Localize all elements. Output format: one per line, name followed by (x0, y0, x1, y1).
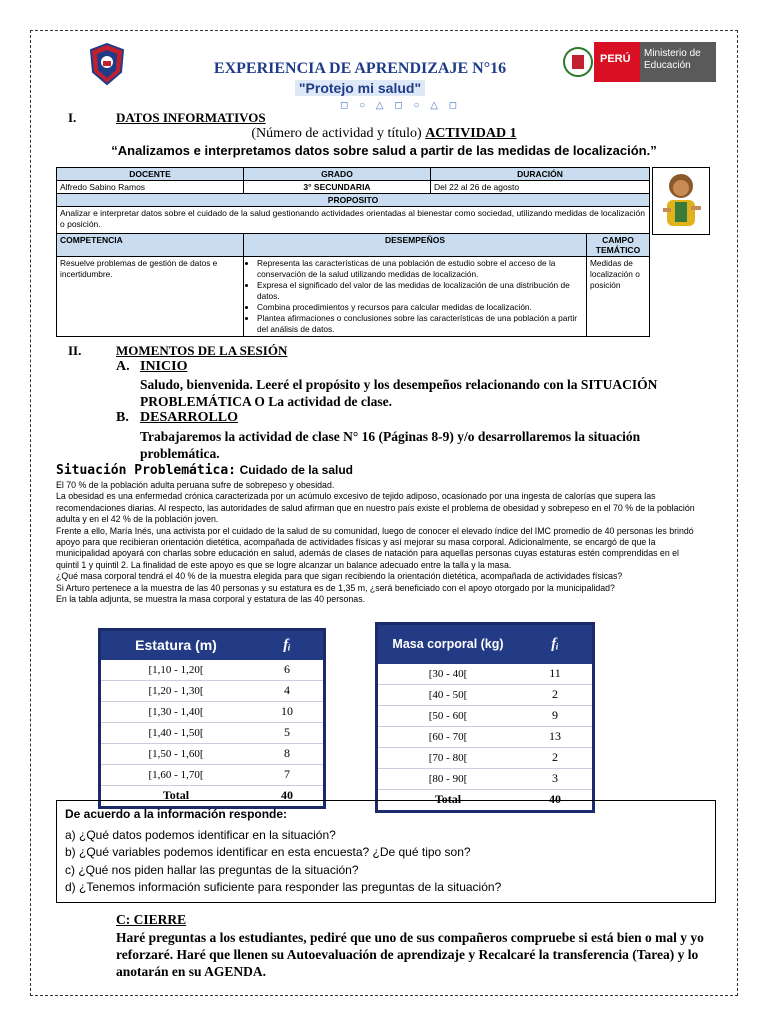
gov-country-label: PERÚ (600, 53, 631, 65)
situacion-line: En la tabla adjunta, se muestra la masa corporal y estatura de las 40 personas. (56, 594, 366, 605)
estatura-table (98, 628, 326, 809)
masa-freq: 2 (518, 747, 594, 768)
header-duracion: DURACIÓN (431, 168, 650, 181)
grado-value: 3° SECUNDARIA (244, 181, 431, 194)
desempeno-item: • Plantea afirmaciones o conclusiones sobre las características de una población a partir del análisis de datos. (257, 313, 583, 335)
masa-total: 40 (518, 789, 594, 811)
masa-freq-header: fᵢ (518, 624, 594, 664)
gov-ministry-label: Ministerio de Educación (644, 48, 701, 71)
header-proposito: PROPOSITO (57, 194, 650, 207)
situacion-line: ¿Qué masa corporal tendrá el 40 % de la muestra elegida para que sigan recibiendo la orientación dietética, acompañada de actividades físicas? (56, 571, 623, 582)
estatura-interval: [1,60 - 1,70[ (100, 764, 252, 785)
cierre-title: C: CIERRE (116, 912, 187, 927)
duracion-value: Del 22 al 26 de agosto (431, 181, 650, 194)
inicio-text: Saludo, bienvenida. Leeré el propósito y los desempeños relacionando con la SITUACIÓN PROBLEMÁTICA O La actividad de clase. (140, 377, 658, 409)
masa-freq: 2 (518, 684, 594, 705)
competencia-value: Resuelve problemas de gestión de datos e incertidumbre. (57, 257, 244, 337)
header-docente: DOCENTE (57, 168, 244, 181)
estatura-freq: 5 (251, 722, 325, 743)
desarrollo-text: Trabajaremos la actividad de clase N° 16 (Páginas 8-9) y/o desarrollaremos la situación problemática. (140, 429, 641, 461)
inicio-label: A. (116, 359, 130, 374)
masa-total-label: Total (377, 789, 519, 811)
desempeno-item: • Combina procedimientos y recursos para calcular medidas de localización. (257, 302, 583, 313)
header-grado: GRADO (244, 168, 431, 181)
desarrollo-title: DESARROLLO (140, 410, 239, 425)
questions-box (56, 800, 716, 903)
teacher-illustration (652, 167, 710, 235)
masa-interval: [60 - 70[ (377, 726, 519, 747)
section2-title: MOMENTOS DE LA SESIÓN (116, 343, 288, 358)
masa-interval: [50 - 60[ (377, 705, 519, 726)
situacion-heading (56, 462, 353, 478)
document-title: EXPERIENCIA DE APRENDIZAJE N°16 (213, 60, 507, 77)
situacion-line: Si Arturo pertenece a la muestra de las 40 personas y su estatura es de 1,35 m, ¿será beneficiado con el apoyo otorgado por la municipalidad? (56, 582, 615, 593)
section1-title: DATOS INFORMATIVOS (116, 110, 266, 125)
masa-interval: [40 - 50[ (377, 684, 519, 705)
questions-heading: De acuerdo a la información responde: (65, 807, 288, 821)
situacion-line: La obesidad es una enfermedad crónica caracterizada por un acúmulo excesivo de tejido adiposo, ocasionado por una ingesta de calorías que supera las recomendaciones diarias. Al respecto, las autoridades de salud afirman que en nuestro país existe el problema de obesidad y sobrepeso en el 70 % de la población adulta y en el 42 % de la población joven. (56, 491, 695, 525)
desarrollo-label: B. (116, 410, 129, 425)
docente-value: Alfredo Sabino Ramos (57, 181, 244, 194)
decorative-shapes: ◻ ○ △ ◻ ○ △ ◻ (340, 100, 462, 111)
masa-freq: 9 (518, 705, 594, 726)
activity-prefix: (Número de actividad y título) (251, 126, 422, 141)
estatura-freq: 4 (251, 680, 325, 701)
masa-freq: 3 (518, 768, 594, 789)
cierre-text: Haré preguntas a los estudiantes, pediré que uno de sus compañeros compruebe si está bien o mal y yo reforzaré. Haré que llenen su Autoevaluación de aprendizaje y Recalcaré la transferencia (Tarea) y lo anotarán en su AGENDA. (116, 930, 704, 979)
teacher-icon (653, 168, 709, 234)
estatura-total-label: Total (100, 785, 252, 807)
header-desempenos: DESEMPEÑOS (244, 234, 587, 257)
estatura-interval: [1,50 - 1,60[ (100, 743, 252, 764)
estatura-freq: 10 (251, 701, 325, 722)
situacion-title: Situación Problemática: (56, 463, 237, 478)
estatura-interval: [1,10 - 1,20[ (100, 660, 252, 681)
document-subtitle: "Protejo mi salud" (150, 80, 570, 96)
section2-number: II. (68, 343, 82, 358)
situacion-subtitle: Cuidado de la salud (239, 463, 353, 477)
desempenos-list (244, 257, 587, 337)
estatura-freq: 6 (251, 660, 325, 681)
inicio-title: INICIO (140, 359, 188, 374)
info-table (56, 167, 650, 337)
school-crest-logo (88, 42, 126, 86)
proposito-value: Analizar e interpretar datos sobre el cuidado de la salud gestionando actividades orientadas al bienestar como sociedad, utilizando medidas de localización o posición. (57, 207, 650, 234)
header-campo: CAMPO TEMÁTICO (587, 234, 650, 257)
question-item: a) ¿Qué datos podemos identificar en la situación? (65, 827, 336, 842)
masa-interval: [70 - 80[ (377, 747, 519, 768)
activity-number: ACTIVIDAD 1 (425, 126, 517, 141)
estatura-interval: [1,20 - 1,30[ (100, 680, 252, 701)
situacion-line: El 70 % de la población adulta peruana sufre de sobrepeso y obesidad. (56, 480, 335, 490)
desempeno-item: • Expresa el significado del valor de las medidas de localización de una distribución de datos. (257, 280, 583, 302)
estatura-freq: 7 (251, 764, 325, 785)
masa-header: Masa corporal (kg) (377, 624, 519, 664)
masa-interval: [80 - 90[ (377, 768, 519, 789)
activity-line (0, 126, 768, 142)
masa-table (375, 622, 595, 813)
estatura-interval: [1,40 - 1,50[ (100, 722, 252, 743)
question-item: d) ¿Tenemos información suficiente para responder las preguntas de la situación? (65, 880, 502, 894)
question-item: c) ¿Qué nos piden hallar las preguntas de la situación? (65, 862, 359, 877)
estatura-total: 40 (251, 785, 325, 807)
activity-title: “Analizamos e interpretamos datos sobre salud a partir de las medidas de localización.” (111, 143, 657, 158)
masa-interval: [30 - 40[ (377, 664, 519, 685)
masa-freq: 11 (518, 664, 594, 685)
header-competencia: COMPETENCIA (57, 234, 244, 257)
question-item: b) ¿Qué variables podemos identificar en esta encuesta? ¿De qué tipo son? (65, 845, 471, 859)
estatura-interval: [1,30 - 1,40[ (100, 701, 252, 722)
section1-number: I. (68, 110, 77, 125)
desempeno-item: • Representa las características de una población de estudio sobre el acceso de la conservación de la salud utilizando medidas de localización. (257, 258, 583, 280)
minedu-logo (560, 40, 716, 84)
situacion-line: Frente a ello, María Inés, una activista por el cuidado de la salud de su comunidad, luego de conocer el elevado índice del IMC promedio de 40 personas les brindó apoyo para que recibieran orientación dietética, acompañada de actividades físicas y así mejorar su masa corporal. Adicionalmente, se encargó de que la municipalidad apoyará con charlas sobre educación en salud, además de clases de natación para aquellas personas cuyas estaturas estén comprendidas en el quintil 1 y quintil 2. La finalidad de este apoyo es que se logre alcanzar un balance adecuado entre la talla y la masa. (56, 525, 694, 570)
situacion-body (56, 480, 704, 605)
estatura-header: Estatura (m) (100, 630, 252, 660)
campo-value: Medidas de localización o posición (587, 257, 650, 337)
estatura-freq-header: fᵢ (251, 630, 325, 660)
estatura-freq: 8 (251, 743, 325, 764)
masa-freq: 13 (518, 726, 594, 747)
